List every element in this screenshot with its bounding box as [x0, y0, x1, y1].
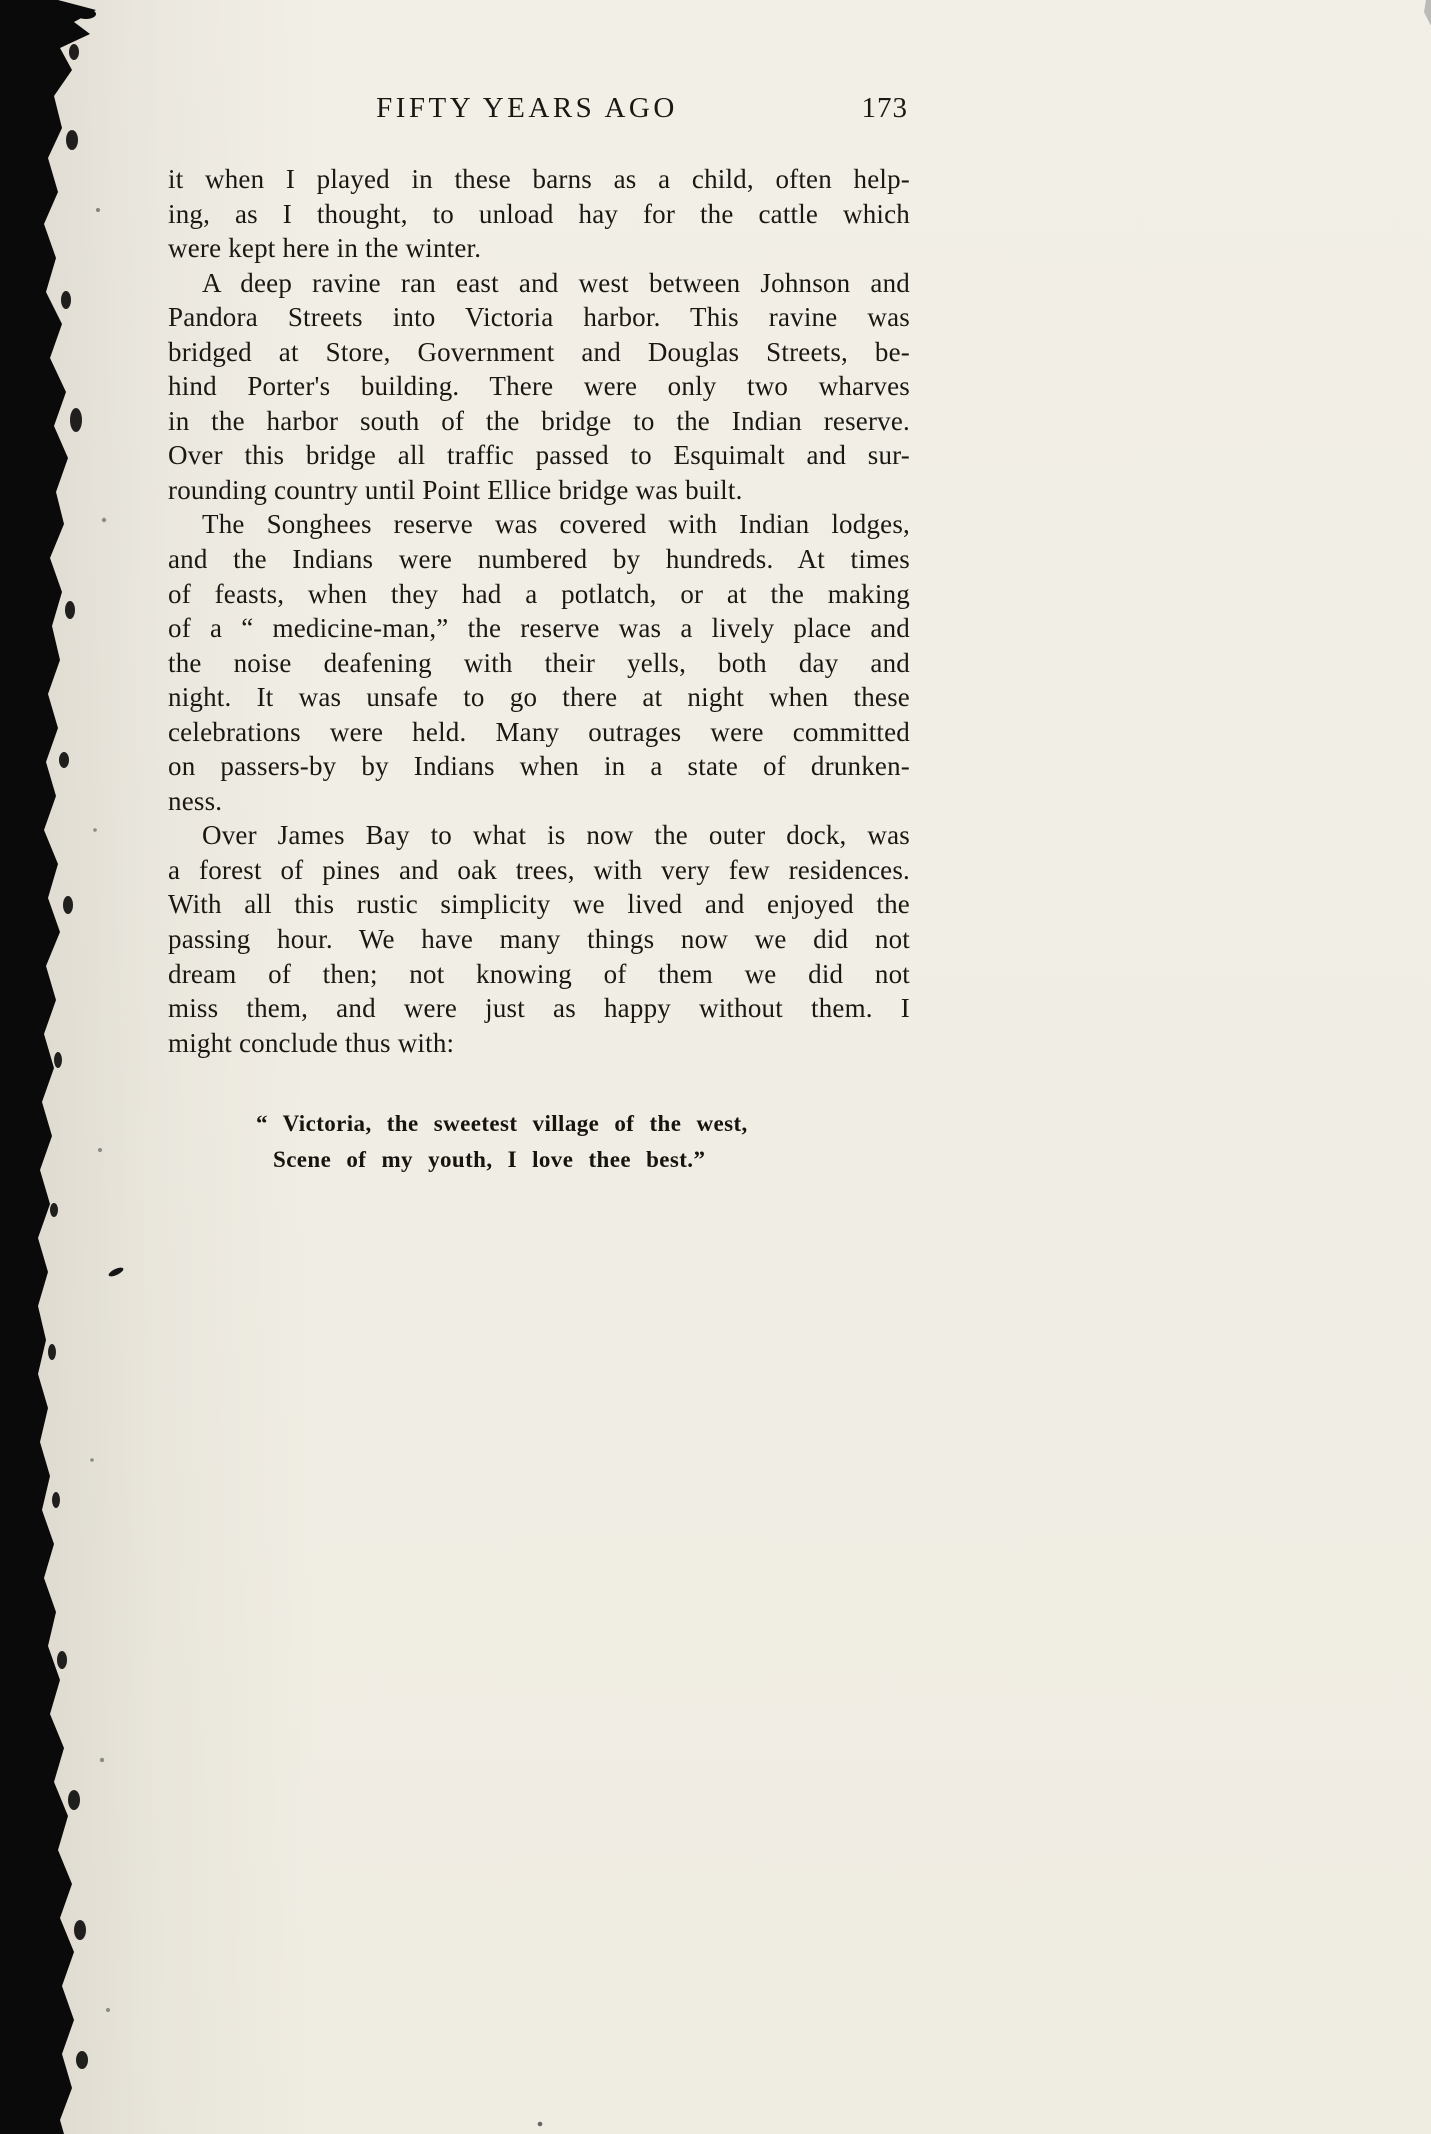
- text-line: a forest of pines and oak trees, with very few residences.: [168, 854, 910, 885]
- running-title: FIFTY YEARS AGO: [376, 92, 678, 124]
- body-text: [168, 162, 910, 1060]
- page-number: 173: [861, 92, 908, 124]
- quote-line: “ Victoria, the sweetest village of the west,: [256, 1111, 748, 1137]
- text-line: Over this bridge all traffic passed to Esquimalt and sur-: [168, 440, 910, 471]
- text-line: and the Indians were numbered by hundreds. At times: [168, 544, 910, 575]
- text-line: were kept here in the winter.: [168, 233, 482, 264]
- text-line: on passers-by by Indians when in a state of drunken-: [168, 751, 910, 782]
- text-line: miss them, and were just as happy without them. I: [168, 993, 910, 1024]
- text-line: of feasts, when they had a potlatch, or at the making: [168, 578, 910, 609]
- text-line: rounding country until Point Ellice bridge was built.: [168, 474, 743, 505]
- paragraph: [168, 266, 910, 508]
- page-content: [168, 0, 910, 1178]
- text-line: bridged at Store, Government and Douglas Streets, be-: [168, 336, 910, 367]
- text-line: passing hour. We have many things now we did not: [168, 924, 910, 955]
- text-line: Pandora Streets into Victoria harbor. This ravine was: [168, 302, 910, 333]
- paragraph: [168, 818, 910, 1060]
- verse-quote: [256, 1106, 910, 1178]
- text-line: the noise deafening with their yells, both day and: [168, 647, 910, 678]
- text-line: celebrations were held. Many outrages were committed: [168, 716, 910, 747]
- text-line: hind Porter's building. There were only two wharves: [168, 371, 910, 402]
- text-line: might conclude thus with:: [168, 1027, 455, 1058]
- text-line: it when I played in these barns as a child, often help-: [168, 164, 910, 194]
- text-line: dream of then; not knowing of them we did not: [168, 958, 910, 989]
- text-line: ness.: [168, 785, 223, 816]
- paragraph: [168, 162, 910, 266]
- text-line: With all this rustic simplicity we lived and enjoyed the: [168, 889, 910, 920]
- text-line: A deep ravine ran east and west between Johnson and: [202, 267, 910, 298]
- text-line: of a “ medicine-man,” the reserve was a lively place and: [168, 613, 910, 644]
- quote-line: Scene of my youth, I love thee best.”: [273, 1147, 706, 1173]
- text-line: Over James Bay to what is now the outer dock, was: [202, 820, 910, 851]
- text-line: night. It was unsafe to go there at night when these: [168, 682, 910, 713]
- paragraph: [168, 507, 910, 818]
- text-line: in the harbor south of the bridge to the Indian reserve.: [168, 405, 910, 436]
- text-line: The Songhees reserve was covered with Indian lodges,: [202, 509, 910, 540]
- page-header: [168, 92, 910, 132]
- text-line: ing, as I thought, to unload hay for the cattle which: [168, 198, 910, 229]
